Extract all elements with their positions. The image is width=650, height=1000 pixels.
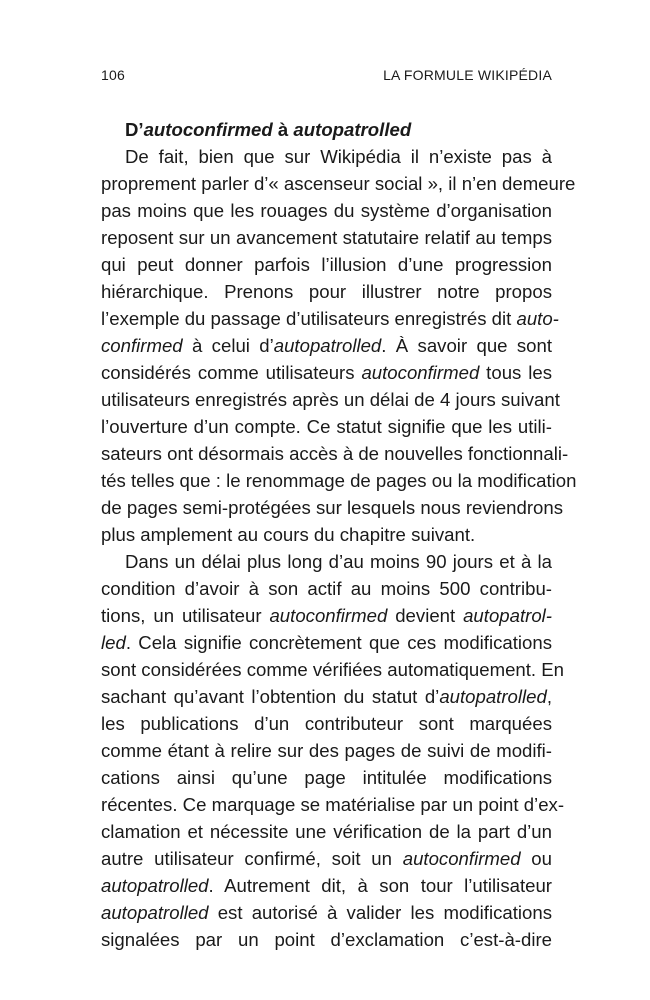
italic-term: autopatrolled bbox=[101, 875, 209, 896]
text-segment: signalées par un point d’exclamation c’est-à-dire bbox=[101, 929, 552, 950]
text-segment: les publications d’un contributeur sont marquées bbox=[101, 713, 552, 734]
page-number: 106 bbox=[101, 67, 125, 83]
text-segment: ou bbox=[520, 848, 552, 869]
text-segment: devient bbox=[387, 605, 464, 626]
italic-term: autoconfirmed bbox=[269, 605, 388, 626]
text-line bbox=[101, 683, 552, 710]
text-line bbox=[101, 764, 552, 791]
text-segment: considérés comme utilisateurs bbox=[101, 362, 362, 383]
italic-term: autopatrolled bbox=[101, 902, 209, 923]
text-line bbox=[101, 899, 552, 926]
running-title: LA FORMULE WIKIPÉDIA bbox=[383, 67, 552, 83]
running-head bbox=[101, 64, 552, 86]
italic-term: autopatrolled bbox=[273, 335, 382, 356]
text-segment: tous les bbox=[479, 362, 552, 383]
text-line bbox=[101, 440, 569, 467]
text-segment: , bbox=[546, 686, 552, 707]
text-line bbox=[101, 494, 564, 521]
text-segment: pas moins que les rouages du système d’organisation bbox=[101, 200, 552, 221]
text-segment: récentes. Ce marquage se matérialise par un point d’ex- bbox=[101, 794, 565, 815]
text-segment: autre utilisateur confirmé, soit un bbox=[101, 848, 403, 869]
heading-part-italic: autopatrolled bbox=[293, 119, 412, 140]
paragraph-lines bbox=[101, 143, 577, 953]
text-line bbox=[101, 251, 552, 278]
text-line bbox=[101, 818, 552, 845]
heading-part: D’ bbox=[125, 119, 144, 140]
text-segment: cations ainsi qu’une page intitulée modifications bbox=[101, 767, 552, 788]
body-text bbox=[101, 116, 577, 953]
text-segment: tés telles que : le renommage de pages ou la modification bbox=[101, 470, 577, 491]
text-line bbox=[101, 602, 552, 629]
text-segment: sachant qu’avant l’obtention du statut d’ bbox=[101, 686, 440, 707]
text-line bbox=[101, 143, 552, 170]
text-segment: reposent sur un avancement statutaire relatif au temps bbox=[101, 227, 552, 248]
text-segment: qui peut donner parfois l’illusion d’une progression bbox=[101, 254, 552, 275]
text-segment: utilisateurs enregistrés après un délai de 4 jours suivant bbox=[101, 389, 560, 410]
text-segment: . À savoir que sont bbox=[381, 335, 552, 356]
text-line bbox=[101, 926, 552, 953]
text-line bbox=[101, 710, 552, 737]
text-segment: est autorisé à valider les modifications bbox=[208, 902, 552, 923]
text-line bbox=[101, 170, 576, 197]
text-line bbox=[101, 467, 577, 494]
text-line bbox=[101, 872, 552, 899]
italic-term: confirmed bbox=[101, 335, 183, 356]
heading-part: à bbox=[272, 119, 294, 140]
italic-term: autoconfirmed bbox=[361, 362, 480, 383]
text-line bbox=[101, 845, 552, 872]
italic-term: autopatrolled bbox=[439, 686, 547, 707]
text-line bbox=[101, 197, 552, 224]
text-segment: . Cela signifie concrètement que ces modifications bbox=[125, 632, 552, 653]
text-line bbox=[101, 656, 565, 683]
text-line bbox=[101, 278, 552, 305]
text-segment: De fait, bien que sur Wikipédia il n’existe pas à bbox=[125, 146, 552, 167]
text-segment: de pages semi-protégées sur lesquels nous reviendrons bbox=[101, 497, 564, 518]
text-line bbox=[101, 305, 559, 332]
text-segment: l’ouverture d’un compte. Ce statut signifie que les utili- bbox=[101, 416, 552, 437]
text-segment: clamation et nécessite une vérification de la part d’un bbox=[101, 821, 552, 842]
text-segment: tions, un utilisateur bbox=[101, 605, 270, 626]
heading-part-italic: autoconfirmed bbox=[143, 119, 273, 140]
text-segment: hiérarchique. Prenons pour illustrer notre propos bbox=[101, 281, 552, 302]
text-segment: à celui d’ bbox=[182, 335, 274, 356]
text-line bbox=[101, 737, 552, 764]
text-segment: l’exemple du passage d’utilisateurs enregistrés dit bbox=[101, 308, 517, 329]
italic-term: autopatrol- bbox=[463, 605, 552, 626]
text-segment: Dans un délai plus long d’au moins 90 jours et à la bbox=[125, 551, 552, 572]
text-segment: proprement parler d’« ascenseur social », il n’en demeure bbox=[101, 173, 576, 194]
text-line bbox=[101, 332, 552, 359]
text-segment: comme étant à relire sur des pages de suivi de modifi- bbox=[101, 740, 552, 761]
italic-term: auto- bbox=[516, 308, 559, 329]
italic-term: autoconfirmed bbox=[402, 848, 521, 869]
text-line bbox=[101, 548, 552, 575]
text-line bbox=[101, 791, 565, 818]
text-line bbox=[101, 629, 552, 656]
text-line bbox=[101, 224, 552, 251]
text-line bbox=[101, 575, 552, 602]
text-line bbox=[101, 359, 552, 386]
text-line bbox=[101, 386, 560, 413]
text-line bbox=[101, 521, 552, 548]
text-segment: . Autrement dit, à son tour l’utilisateur bbox=[208, 875, 552, 896]
text-line bbox=[101, 413, 552, 440]
text-segment: sateurs ont désormais accès à de nouvelles fonctionnali- bbox=[101, 443, 569, 464]
text-segment: condition d’avoir à son actif au moins 500 contribu- bbox=[101, 578, 552, 599]
italic-term: led bbox=[101, 632, 126, 653]
text-segment: plus amplement au cours du chapitre suivant. bbox=[101, 524, 476, 545]
text-segment: sont considérées comme vérifiées automatiquement. En bbox=[101, 659, 565, 680]
section-heading bbox=[101, 116, 552, 143]
